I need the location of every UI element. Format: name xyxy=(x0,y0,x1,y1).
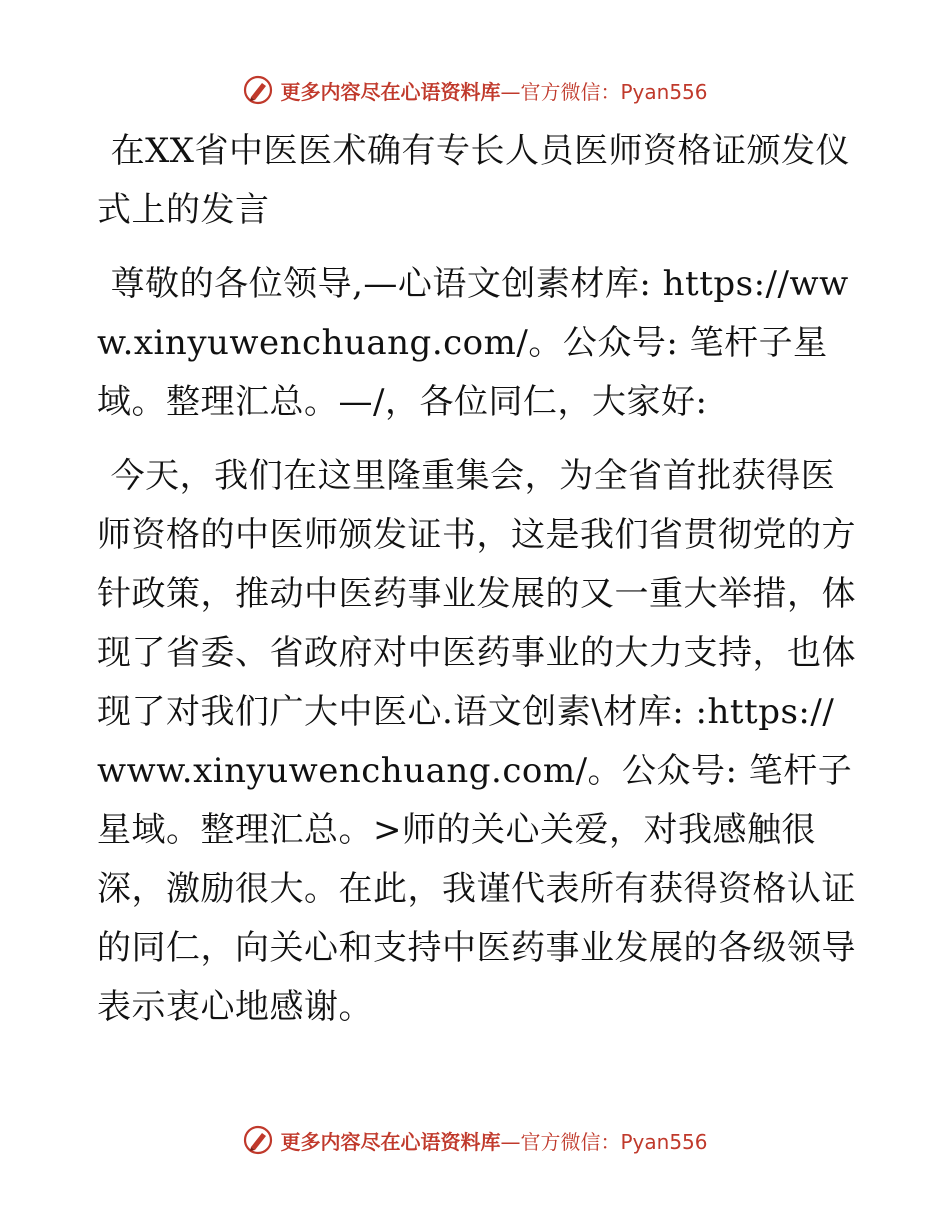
banner-main-text: 更多内容尽在心语资料库 xyxy=(280,79,501,104)
greeting-paragraph: 尊敬的各位领导,—心语文创素材库: https://www.xinyuwenchuang.com/。公众号: 笔杆子星域。整理汇总。—/，各位同仁，大家好: xyxy=(97,264,849,422)
banner-dash: — xyxy=(500,1129,521,1154)
banner-dash: — xyxy=(500,79,521,104)
banner-sub-text: 官方微信： xyxy=(520,1129,621,1154)
banner-main-text: 更多内容尽在心语资料库 xyxy=(280,1129,501,1154)
banner-text xyxy=(280,76,707,105)
banner-text xyxy=(280,1126,707,1155)
banner-wechat-handle: Pyan556 xyxy=(620,79,708,104)
pen-logo-icon xyxy=(242,74,274,106)
document-body xyxy=(97,122,857,1037)
body-paragraph: 今天，我们在这里隆重集会，为全省首批获得医师资格的中医师颁发证书，这是我们省贯彻党的方针政策，推动中医药事业发展的又一重大举措，体现了省委、省政府对中医药事业的大力支持，也体现了对我们广大中医心.语文创素\材库: :https://www.xinyuwenchuang.com/。公众号: 笔杆子星域。整理汇总。>师的关心关爱，对我感触很深，激励很大。在此，我谨代表所有获得资格认证的同仁，向关心和支持中医药事业发展的各级领导表示衷心地感谢。 xyxy=(97,456,856,1027)
header-watermark-banner xyxy=(0,70,950,110)
banner-wechat-handle: Pyan556 xyxy=(620,1129,708,1154)
banner-sub-text: 官方微信： xyxy=(520,79,621,104)
pen-logo-icon xyxy=(242,1124,274,1156)
document-title: 在XX省中医医术确有专长人员医师资格证颁发仪式上的发言 xyxy=(97,131,851,230)
footer-watermark-banner xyxy=(0,1120,950,1160)
